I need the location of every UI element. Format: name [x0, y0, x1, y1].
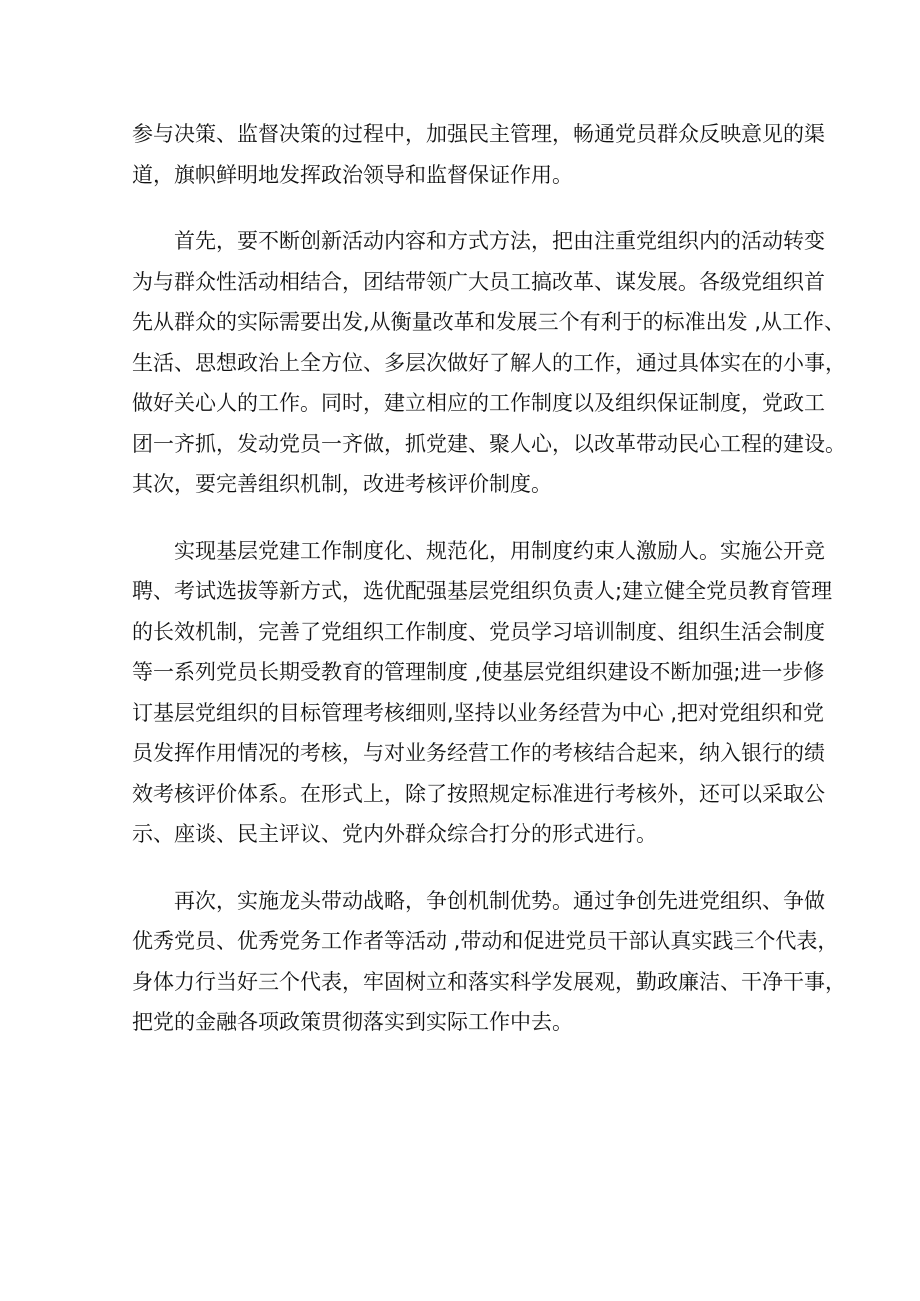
paragraph-line: 再次，实施龙头带动战略，争创机制优势。通过争创先进党组织、争做	[174, 888, 825, 913]
paragraph-line: 道，旗帜鲜明地发挥政治领导和监督保证作用。	[132, 162, 573, 187]
paragraph-line: 为与群众性活动相结合，团结带领广大员工搞改革、谋发展。各级党组织首	[132, 269, 825, 294]
paragraph-line: 的长效机制，完善了党组织工作制度、党员学习培训制度、组织生活会制度	[132, 619, 825, 644]
document-body	[132, 114, 846, 1069]
paragraph-line: 先从群众的实际需要出发,从衡量改革和发展三个有利于的标准出发 ,从工作、	[132, 310, 846, 334]
paragraph-line: 优秀党员、优秀党务工作者等活动 ,带动和促进党员干部认真实践三个代表，	[132, 929, 839, 953]
paragraph-line: 团一齐抓，发动党员一齐做，抓党建、聚人心，以改革带动民心工程的建设。	[132, 431, 846, 456]
paragraph-line: 效考核评价体系。在形式上，除了按照规定标准进行考核外，还可以采取公	[132, 781, 825, 806]
paragraph	[132, 114, 825, 195]
paragraph	[132, 221, 846, 505]
paragraph	[132, 881, 846, 1043]
paragraph-line: 身体力行当好三个代表，牢固树立和落实科学发展观，勤政廉洁、干净干事，	[132, 969, 846, 994]
paragraph-line: 生活、思想政治上全方位、多层次做好了解人的工作，通过具体实在的小事，	[132, 350, 846, 375]
paragraph-line: 把党的金融各项政策贯彻落实到实际工作中去。	[132, 1010, 573, 1034]
paragraph-line: 其次，要完善组织机制，改进考核评价制度。	[132, 472, 552, 496]
paragraph	[132, 531, 833, 855]
paragraph-line: 员发挥作用情况的考核，与对业务经营工作的考核结合起来，纳入银行的绩	[132, 741, 825, 765]
paragraph-line: 首先，要不断创新活动内容和方式方法，把由注重党组织内的活动转变	[174, 229, 825, 253]
paragraph-line: 订基层党组织的目标管理考核细则,坚持以业务经营为中心 ,把对党组织和党	[132, 700, 825, 725]
paragraph-line: 参与决策、监督决策的过程中，加强民主管理，畅通党员群众反映意见的渠	[132, 122, 825, 146]
paragraph-line: 等一系列党员长期受教育的管理制度 ,使基层党组织建设不断加强;进一步修	[132, 660, 825, 684]
paragraph-line: 示、座谈、民主评议、党内外群众综合打分的形式进行。	[132, 822, 657, 846]
paragraph-line: 做好关心人的工作。同时，建立相应的工作制度以及组织保证制度，党政工	[132, 391, 825, 415]
paragraph-line: 聘、考试选拔等新方式，选优配强基层党组织负责人;建立健全党员教育管理	[132, 579, 833, 603]
paragraph-line: 实现基层党建工作制度化、规范化，用制度约束人激励人。实施公开竞	[174, 538, 825, 563]
